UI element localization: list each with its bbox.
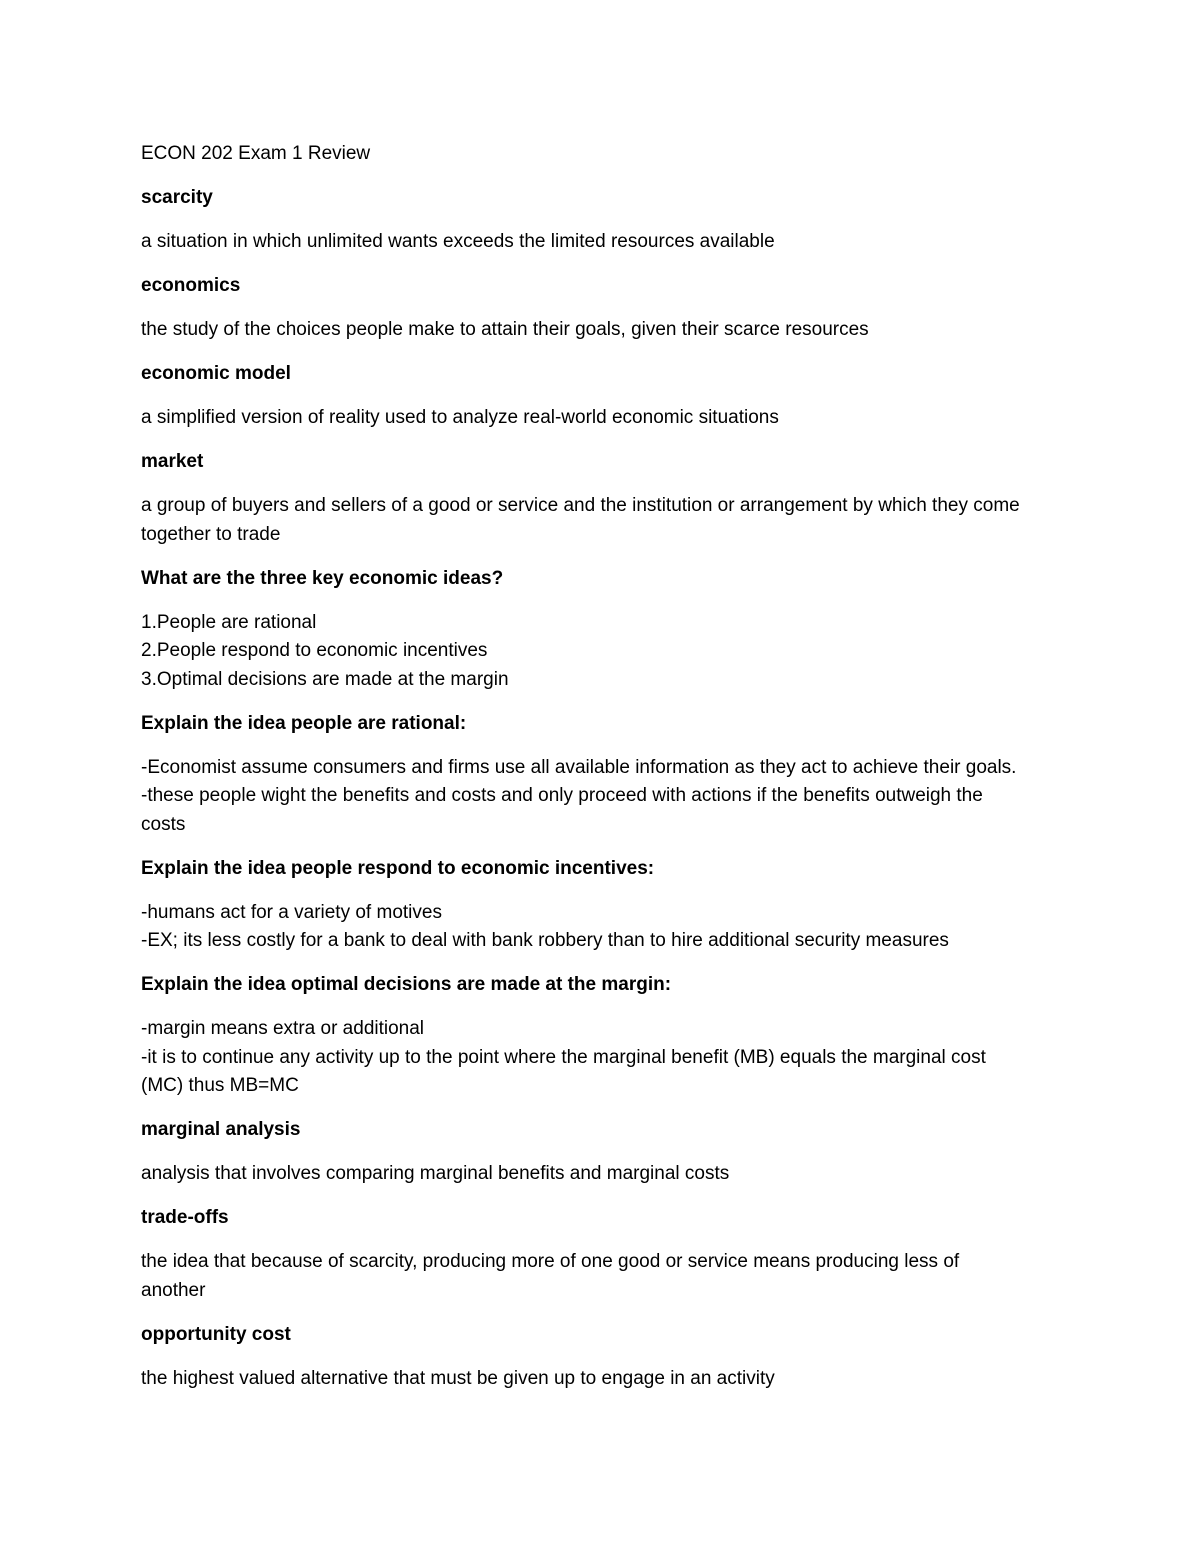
definition-line: a group of buyers and sellers of a good or service and the institution or arrangement by which they come [141, 495, 1020, 516]
term-heading: trade-offs [141, 1207, 229, 1228]
answer-line: -these people wight the benefits and costs and only proceed with actions if the benefits outweigh the [141, 785, 983, 806]
list-item: 3.Optimal decisions are made at the margin [141, 668, 509, 690]
spacer [141, 1305, 1081, 1321]
answer-line: (MC) thus MB=MC [141, 1075, 299, 1096]
list-item: 1.People are rational [141, 611, 317, 633]
definition-line: another [141, 1279, 206, 1301]
definition-line: a simplified version of reality used to analyze real-world economic situations [141, 407, 779, 428]
spacer [141, 839, 1081, 855]
spacer [141, 389, 1081, 405]
spacer [141, 257, 1081, 273]
spacer [141, 301, 1081, 317]
spacer [141, 477, 1081, 493]
term-heading: marginal analysis [141, 1119, 301, 1140]
spacer [141, 956, 1081, 972]
spacer [141, 738, 1081, 754]
term-heading: opportunity cost [141, 1323, 291, 1345]
term-heading: economic model [141, 363, 291, 384]
spacer [141, 1000, 1081, 1016]
answer-line: -Economist assume consumers and firms use all available information as they act to achieve their goals. [141, 756, 1017, 778]
list-item: 2.People respond to economic incentives [141, 640, 488, 661]
answer-line: -it is to continue any activity up to the point where the marginal benefit (MB) equals the marginal cost [141, 1046, 986, 1068]
spacer [141, 213, 1081, 229]
definition-line: together to trade [141, 523, 281, 545]
question-heading: Explain the idea people are rational: [141, 712, 467, 734]
definition-line: the study of the choices people make to attain their goals, given their scarce resources [141, 319, 869, 340]
term-heading: scarcity [141, 187, 213, 208]
spacer [141, 1101, 1081, 1117]
term-heading: economics [141, 275, 241, 296]
spacer [141, 1189, 1081, 1205]
question-heading: Explain the idea optimal decisions are made at the margin: [141, 974, 672, 995]
spacer [141, 433, 1081, 449]
spacer [141, 694, 1081, 710]
spacer [141, 1349, 1081, 1365]
spacer [141, 883, 1081, 899]
answer-line: -margin means extra or additional [141, 1018, 425, 1039]
question-heading: Explain the idea people respond to economic incentives: [141, 857, 655, 879]
definition-line: analysis that involves comparing marginal benefits and marginal costs [141, 1163, 730, 1184]
definition-line: the idea that because of scarcity, producing more of one good or service means producing less of [141, 1251, 960, 1272]
document-page [141, 140, 1081, 1393]
spacer [141, 1145, 1081, 1161]
term-heading: market [141, 451, 204, 472]
spacer [141, 1233, 1081, 1249]
question-heading: What are the three key economic ideas? [141, 567, 504, 589]
answer-line: -humans act for a variety of motives [141, 901, 442, 923]
document-title: ECON 202 Exam 1 Review [141, 143, 371, 164]
answer-line: -EX; its less costly for a bank to deal with bank robbery than to hire additional security measures [141, 930, 949, 951]
spacer [141, 593, 1081, 609]
spacer [141, 345, 1081, 361]
spacer [141, 549, 1081, 565]
definition-line: the highest valued alternative that must be given up to engage in an activity [141, 1367, 775, 1389]
definition-line: a situation in which unlimited wants exceeds the limited resources available [141, 231, 775, 252]
answer-line: costs [141, 813, 186, 835]
spacer [141, 169, 1081, 185]
